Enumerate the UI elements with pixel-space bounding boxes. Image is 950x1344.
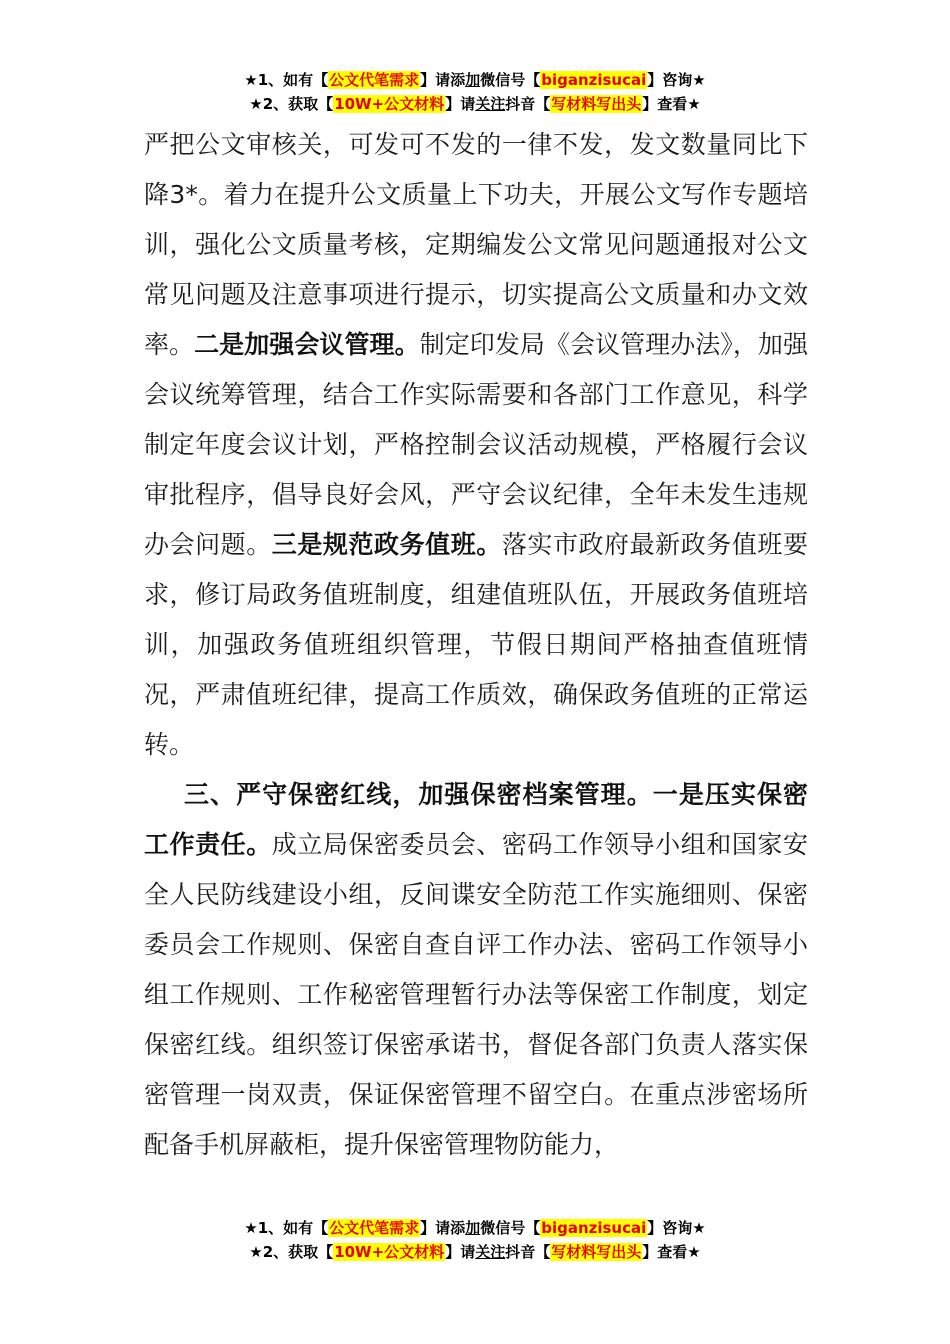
banner-line-2 <box>0 1240 950 1264</box>
banner-text: 抖音【 <box>505 1243 551 1261</box>
banner-highlight: 10W+公文材料 <box>334 1243 445 1261</box>
banner-highlight: 公文代笔需求 <box>329 1219 420 1237</box>
banner-highlight: 公文代笔需求 <box>329 71 420 89</box>
banner-text: 抖音【 <box>505 95 551 113</box>
paragraph <box>144 770 808 1170</box>
paragraph-text: 制定印发局《会议管理办法》，加强会议统筹管理，结合工作实际需要和各部门工作意见，科学制定年度会议计划，严格控制会议活动规模，严格履行会议审批程序，倡导良好会风，严守会议纪律，全年未发生违规办会问题。 <box>144 330 808 559</box>
header-banner <box>0 68 950 116</box>
banner-highlight: 写材料写出头 <box>551 95 642 113</box>
banner-line-1 <box>0 1216 950 1240</box>
banner-underline: 加 <box>465 1219 481 1237</box>
section-lead: 三是规范政务值班。 <box>271 530 502 559</box>
banner-text: ★1、如有【 <box>244 1219 329 1237</box>
banner-line-2 <box>0 92 950 116</box>
banner-text: ★2、获取【 <box>249 1243 334 1261</box>
banner-text: 】请添 <box>420 1219 466 1237</box>
banner-text: ★1、如有【 <box>244 71 329 89</box>
section-heading: 三、严守保密红线，加强保密档案管理。一是压实保密工作责任。 <box>144 780 808 859</box>
paragraph <box>144 120 808 770</box>
section-lead: 二是加强会议管理。 <box>194 330 420 359</box>
banner-text: ★2、获取【 <box>249 95 334 113</box>
banner-underline: 关注 <box>475 95 506 113</box>
banner-highlight: biganzisucai <box>541 71 647 89</box>
banner-underline: 加 <box>465 71 481 89</box>
banner-text: 】请 <box>445 95 476 113</box>
banner-text: 】查看★ <box>642 1243 701 1261</box>
banner-text: 】查看★ <box>642 95 701 113</box>
banner-text: 】请 <box>445 1243 476 1261</box>
paragraph-text: 成立局保密委员会、密码工作领导小组和国家安全人民防线建设小组，反间谍安全防范工作实施细则、保密委员会工作规则、保密自查自评工作办法、密码工作领导小组工作规则、工作秘密管理暂行办法等保密工作制度，划定保密红线。组织签订保密承诺书，督促各部门负责人落实保密管理一岗双责，保证保密管理不留空白。在重点涉密场所配备手机屏蔽柜，提升保密管理物防能力， <box>144 830 808 1159</box>
document-body <box>144 120 808 1170</box>
banner-highlight: biganzisucai <box>541 1219 647 1237</box>
banner-text: 微信号【 <box>480 1219 541 1237</box>
banner-text: 】咨询★ <box>647 1219 706 1237</box>
banner-underline: 关注 <box>475 1243 506 1261</box>
paragraph-text: 落实市政府最新政务值班要求，修订局政务值班制度，组建值班队伍，开展政务值班培训，加强政务值班组织管理，节假日期间严格抽查值班情况，严肃值班纪律，提高工作质效，确保政务值班的正常运转。 <box>144 530 808 759</box>
banner-text: 】咨询★ <box>647 71 706 89</box>
banner-highlight: 写材料写出头 <box>551 1243 642 1261</box>
banner-text: 】请添 <box>420 71 466 89</box>
footer-banner <box>0 1216 950 1264</box>
banner-text: 微信号【 <box>480 71 541 89</box>
paragraph-text: 严把公文审核关，可发可不发的一律不发，发文数量同比下降3*。着力在提升公文质量上下功夫，开展公文写作专题培训，强化公文质量考核，定期编发公文常见问题通报对公文常见问题及注意事项进行提示，切实提高公文质量和办文效率。 <box>144 130 808 359</box>
banner-highlight: 10W+公文材料 <box>334 95 445 113</box>
banner-line-1 <box>0 68 950 92</box>
